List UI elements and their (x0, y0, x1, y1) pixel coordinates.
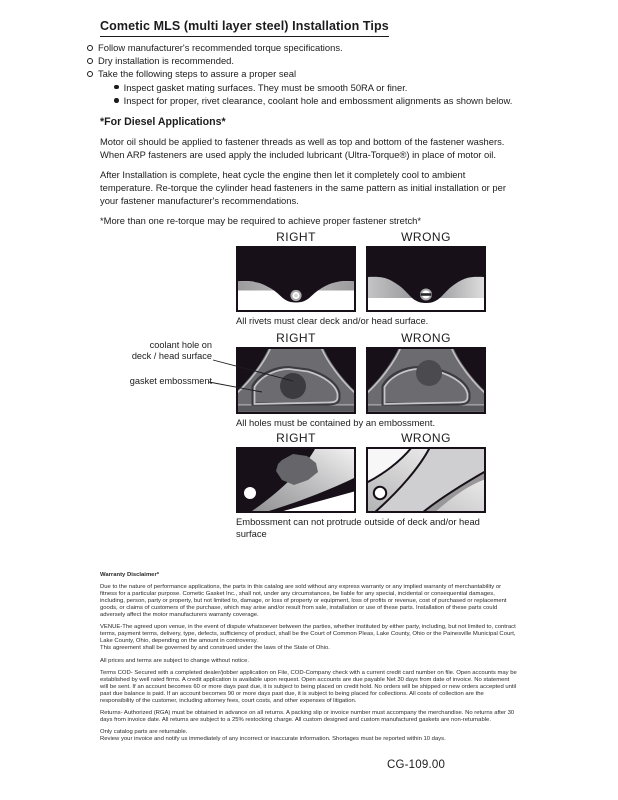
embossment-right-diagram (236, 447, 356, 513)
annotation-text: coolant hole on (149, 340, 212, 350)
bullet-text: Follow manufacturer's recommended torque specifications. (98, 42, 343, 53)
wrong-label: WRONG (401, 230, 451, 244)
bullet-text: Dry installation is recommended. (98, 55, 234, 67)
open-bullet-icon (87, 71, 93, 77)
bullet-text: Inspect gasket mating surfaces. They must be smooth 50RA or finer. (123, 81, 408, 93)
legal-paragraph: Terms COD- Secured with a completed dealer/jobber application on File, COD-Company check with a current credit card number on file. Open accounts may be established by well rated firms. A credit application is available upon request. Open accounts are due payable Net 30 days from date of invoice. No statement will be sent. If an account becomes 60 or more days past due, it is subject to being placed on credit hold. No orders will be shipped or new orders accepted until past due balance is paid. If an account becomes 90 or more days past due, it is subject to being placed for collections. All costs of collection are the responsibility of the customer, including attorney fees, court costs, and other expenses of litigation. (100, 669, 517, 704)
embossment-wrong-diagram (366, 447, 486, 513)
legal-paragraph: Returns- Authorized (RGA) must be obtained in advance on all returns. A packing slip or invoice number must accompany the merchandise. No returns after 30 days from invoice date. All returns are subject to a 25% restocking charge. All custom designed and custom manufactured gaskets are non-returnable. (100, 710, 515, 723)
legal-paragraph: Due to the nature of performance applications, the parts in this catalog are sold without any express warranty or any implied warranty of merchantability or fitness for a particular purpose. Cometic Gasket Inc., shall not, under any circumstances, be liable for any special, incidental or consequential damages, including, person, party or property, but not limited to, damage, or loss of property or equipment, loss of profits or revenue, cost of purchased or replacement goods, or claims of customers of the purchase, which may arise and/or result from sale, installation or use of these parts. Installation of these parts could adversely affect the motor manufacturers warranty coverage. (100, 584, 507, 619)
motor-oil-paragraph: Motor oil should be applied to fastener threads as well as top and bottom of the fastener washers. When ARP fasteners are used apply the included lubricant (Ultra-Torque®) in place of motor oil. (100, 136, 505, 161)
coolant-hole-annotation (96, 340, 212, 362)
gasket-embossment-annotation: gasket embossment (129, 376, 212, 386)
legal-paragraph: This agreement shall be governed by and construed under the laws of the State of Ohio. (100, 645, 330, 652)
annotation-leader-lines (205, 352, 305, 397)
diagram-caption: All rivets must clear deck and/or head surface. (236, 315, 429, 326)
installation-tips-list (87, 41, 537, 107)
filled-bullet-icon (114, 85, 119, 90)
open-bullet-icon (87, 58, 93, 64)
list-item (87, 67, 537, 80)
legal-heading: Warranty Disclaimer* (100, 572, 160, 578)
rivet-right-diagram (236, 246, 356, 312)
right-label: RIGHT (276, 431, 316, 445)
diesel-applications-heading: *For Diesel Applications* (100, 116, 226, 128)
diagram-row-rivets (236, 230, 486, 327)
bullet-text: Take the following steps to assure a proper seal (98, 68, 297, 80)
right-label: RIGHT (276, 331, 316, 345)
legal-paragraph: Only catalog parts are returnable. (100, 729, 188, 736)
coolant-hole-wrong-diagram (366, 347, 486, 414)
legal-paragraph: All prices and terms are subject to change without notice. (100, 657, 249, 664)
diagram-row-embossment (236, 431, 486, 539)
list-item (87, 41, 537, 54)
diagram-caption: Embossment can not protrude outside of deck and/or head surface (236, 516, 480, 539)
list-item (114, 81, 537, 94)
annotation-text: deck / head surface (131, 351, 212, 361)
heat-cycle-paragraph: After Installation is complete, heat cycle the engine then let it completely cool to ambient temperature. Re-torque the cylinder head fasteners in the same pattern as initial installation or per your fastener manufacturer's recommendations. (100, 169, 506, 207)
open-bullet-icon (87, 45, 93, 51)
retorque-note: *More than one re-torque may be required to achieve proper fastener stretch* (100, 215, 422, 226)
bullet-text: Inspect for proper, rivet clearance, coolant hole and embossment alignments as shown below. (123, 94, 513, 106)
legal-paragraph: Review your invoice and notify us immediately of any incorrect or inaccurate information. Shortages must be reported within 10 days. (100, 736, 446, 743)
rivet-wrong-diagram (366, 246, 486, 312)
right-label: RIGHT (276, 230, 316, 244)
diagram-caption: All holes must be contained by an embossment. (236, 417, 436, 428)
wrong-label: WRONG (401, 431, 451, 445)
page-title: Cometic MLS (multi layer steel) Installation Tips (100, 19, 389, 37)
filled-bullet-icon (114, 98, 119, 103)
legal-paragraph: VENUE-The agreed upon venue, in the event of dispute whatsoever between the parties, whether instituted by either party, including, but not limited to, contract terms, payment terms, delivery, type, defects, sufficiency of product, shall be the Court of Common Pleas, Lake County, Ohio or the Painesville Municipal Court, Lake County, Ohio, depending on the amount in controversy. (100, 624, 516, 645)
list-item (87, 54, 537, 67)
page-code: CG-109.00 (387, 759, 446, 771)
list-item (114, 94, 537, 107)
wrong-label: WRONG (401, 331, 451, 345)
warranty-disclaimer-block (100, 572, 519, 743)
